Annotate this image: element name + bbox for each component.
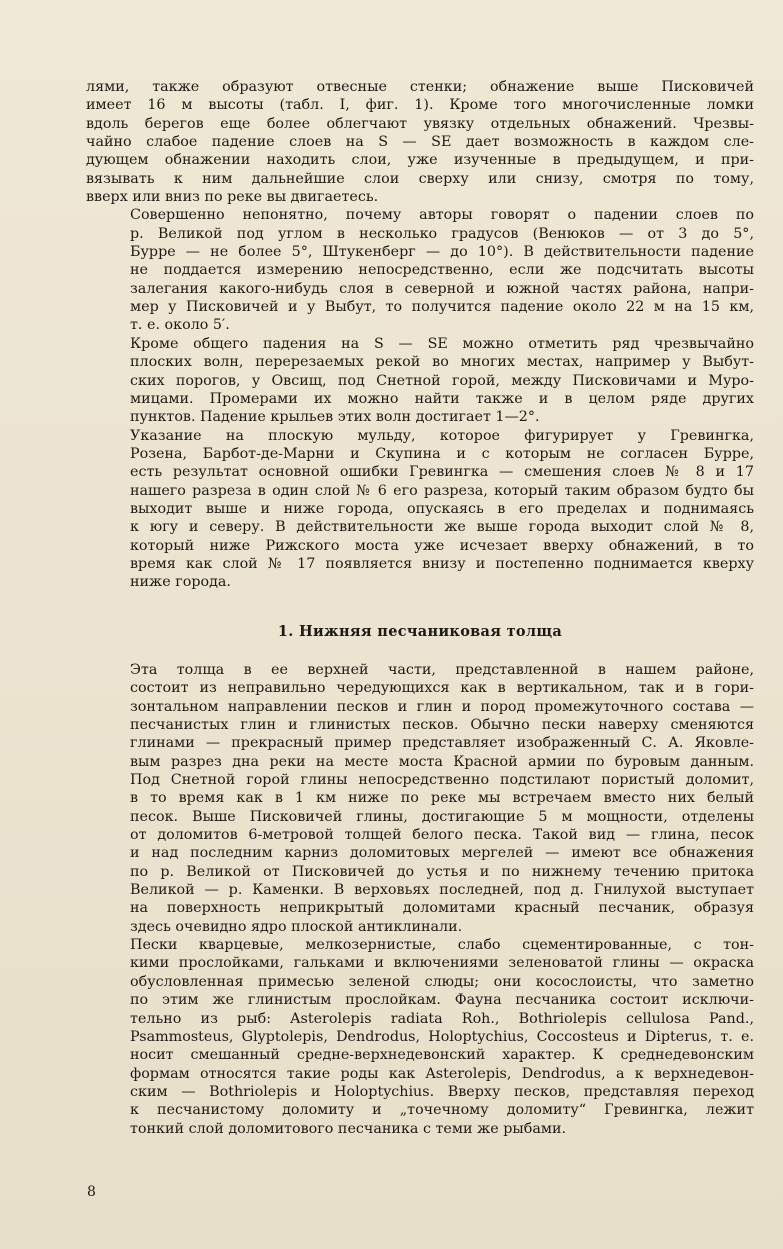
text-line: Великой — р. Каменки. В верховьях последней, под д. Гнилухой выступает bbox=[130, 882, 754, 899]
text-line: Совершенно непонятно, почему авторы говорят о падении слоев по bbox=[130, 207, 754, 224]
text-line: дующем обнажении находить слои, уже изученные в предыдущем, и при- bbox=[86, 152, 754, 169]
text-line: нашего разреза в один слой № 6 его разреза, который таким образом будто бы bbox=[130, 482, 754, 499]
text-line: здесь очевидно ядро плоской антиклинали. bbox=[130, 918, 463, 935]
text-line: Кроме общего падения на S — SE можно отметить ряд чрезвычайно bbox=[130, 335, 754, 352]
text-line: песчанистых глин и глинистых песков. Обычно пески наверху сменяются bbox=[130, 717, 754, 733]
text-line: р. Великой под углом в несколько градусов (Венюков — от 3 до 5°, bbox=[130, 225, 754, 242]
text-line: носит смешанный средне-верхнедевонский характер. К среднедевонским bbox=[130, 1047, 754, 1064]
text-block-top bbox=[86, 78, 754, 592]
text-line: ниже города. bbox=[130, 574, 231, 591]
text-line: на поверхность неприкрытый доломитами красный песчаник, образуя bbox=[130, 900, 754, 917]
text-line: не поддается измерению непосредственно, если же подсчитать высоты bbox=[130, 262, 754, 279]
text-line: мицами. Промерами их можно найти также и в целом ряде других bbox=[130, 390, 754, 407]
text-line: тонкий слой доломитового песчаника с теми же рыбами. bbox=[130, 1120, 567, 1137]
text-line: вверх или вниз по реке вы двигаетесь. bbox=[86, 189, 379, 206]
text-line: вдоль берегов еще более облегчают увязку отдельных обнажений. Чрезвы- bbox=[86, 115, 754, 132]
text-line: т. е. около 5′. bbox=[130, 317, 230, 334]
text-line: который ниже Рижского моста уже исчезает вверху обнажений, в то bbox=[130, 537, 754, 554]
page-number: 8 bbox=[87, 1184, 96, 1200]
text-line: Бурре — не более 5°, Штукенберг — до 10°). В действительности падение bbox=[130, 244, 754, 261]
text-line: Psammosteus, Glyptolepis, Dendrodus, Holoptychius, Coccosteus и Dipterus, т. е. bbox=[130, 1028, 754, 1045]
text-line: состоит из неправильно чередующихся как в вертикальном, так и в гори- bbox=[130, 680, 754, 697]
paragraph-p5 bbox=[86, 661, 754, 936]
text-line: Указание на плоскую мульду, которое фигурирует у Гревингка, bbox=[130, 427, 754, 444]
text-line: Розена, Барбот-де-Марни и Скупина и с которым не согласен Бурре, bbox=[130, 445, 754, 462]
text-line: залегания какого-нибудь слоя в северной и южной частях района, напри- bbox=[130, 280, 754, 297]
text-line: чайно слабое падение слоев на S — SE дает возможность в каждом сле- bbox=[86, 134, 754, 151]
text-line: от доломитов 6-метровой толщей белого песка. Такой вид — глина, песок bbox=[130, 827, 754, 844]
text-line: вым разрез дна реки на месте моста Красной армии по буровым данным. bbox=[130, 753, 754, 770]
paragraph-p6 bbox=[86, 936, 754, 1138]
text-line: время как слой № 17 появляется внизу и постепенно поднимается кверху bbox=[130, 555, 754, 572]
text-line: по этим же глинистым прослойкам. Фауна песчаника состоит исключи- bbox=[130, 992, 754, 1009]
paragraph-p2 bbox=[86, 206, 754, 334]
text-line: к песчанистому доломиту и „точечному доломиту“ Гревингка, лежит bbox=[130, 1102, 754, 1119]
text-line: ским — Bothriolepis и Holoptychius. Вверху песков, представляя переход bbox=[130, 1083, 754, 1100]
text-line: в то время как в 1 км ниже по реке мы встречаем вместо них белый bbox=[130, 790, 754, 807]
paragraph-p4 bbox=[86, 427, 754, 592]
text-block-bottom bbox=[86, 661, 754, 1138]
paragraph-p1 bbox=[86, 78, 754, 206]
text-line: Под Снетной горой глины непосредственно подстилают пористый доломит, bbox=[130, 772, 754, 789]
text-line: тельно из рыб: Asterolepis radiata Roh., Bothriolepis cellulosa Pand., bbox=[130, 1010, 754, 1027]
text-line: мер у Писковичей и у Выбут, то получится падение около 22 м на 15 км, bbox=[130, 299, 754, 316]
text-line: выходит выше и ниже города, опускаясь в его пределах и поднимаясь bbox=[130, 500, 754, 517]
text-line: кими прослойками, гальками и включениями зеленоватой глины — окраска bbox=[130, 955, 754, 972]
text-line: песок. Выше Писковичей глины, достигающие 5 м мощности, отделены bbox=[130, 808, 754, 825]
text-line: плоских волн, перерезаемых рекой во многих местах, например у Выбут- bbox=[130, 354, 754, 371]
text-line: пунктов. Падение крыльев этих волн достигает 1—2°. bbox=[130, 409, 540, 426]
text-line: формам относятся такие роды как Asterolepis, Dendrodus, а к верхнедевон- bbox=[130, 1065, 754, 1082]
text-line: глинами — прекрасный пример представляет изображенный С. А. Яковле- bbox=[130, 735, 754, 752]
text-line: имеет 16 м высоты (табл. I, фиг. 1). Кроме того многочисленные ломки bbox=[86, 97, 754, 114]
paragraph-p3 bbox=[86, 335, 754, 427]
text-line: вязывать к ним дальнейшие слои сверху или снизу, смотря по тому, bbox=[86, 170, 754, 187]
text-line: и над последним карниз доломитовых мергелей — имеют все обнажения bbox=[130, 845, 754, 862]
section-heading: 1. Нижняя песчаниковая толща bbox=[277, 622, 563, 640]
text-line: по р. Великой от Писковичей до устья и по нижнему течению притока bbox=[130, 863, 754, 880]
text-line: Пески кварцевые, мелкозернистые, слабо сцементированные, с тон- bbox=[130, 937, 754, 954]
text-line: обусловленная примесью зеленой слюды; они косослоисты, что заметно bbox=[130, 973, 754, 990]
text-line: зонтальном направлении песков и глин и пород промежуточного состава — bbox=[130, 698, 754, 715]
text-line: Эта толща в ее верхней части, представленной в нашем районе, bbox=[130, 661, 754, 678]
text-line: к югу и северу. В действительности же выше города выходит слой № 8, bbox=[130, 519, 754, 536]
text-line: ских порогов, у Овсищ, под Снетной горой, между Писковичами и Муро- bbox=[130, 372, 754, 389]
text-line: есть результат основной ошибки Гревингка — смешения слоев № 8 и 17 bbox=[130, 464, 754, 481]
text-line: лями, также образуют отвесные стенки; обнажение выше Писковичей bbox=[86, 79, 754, 95]
